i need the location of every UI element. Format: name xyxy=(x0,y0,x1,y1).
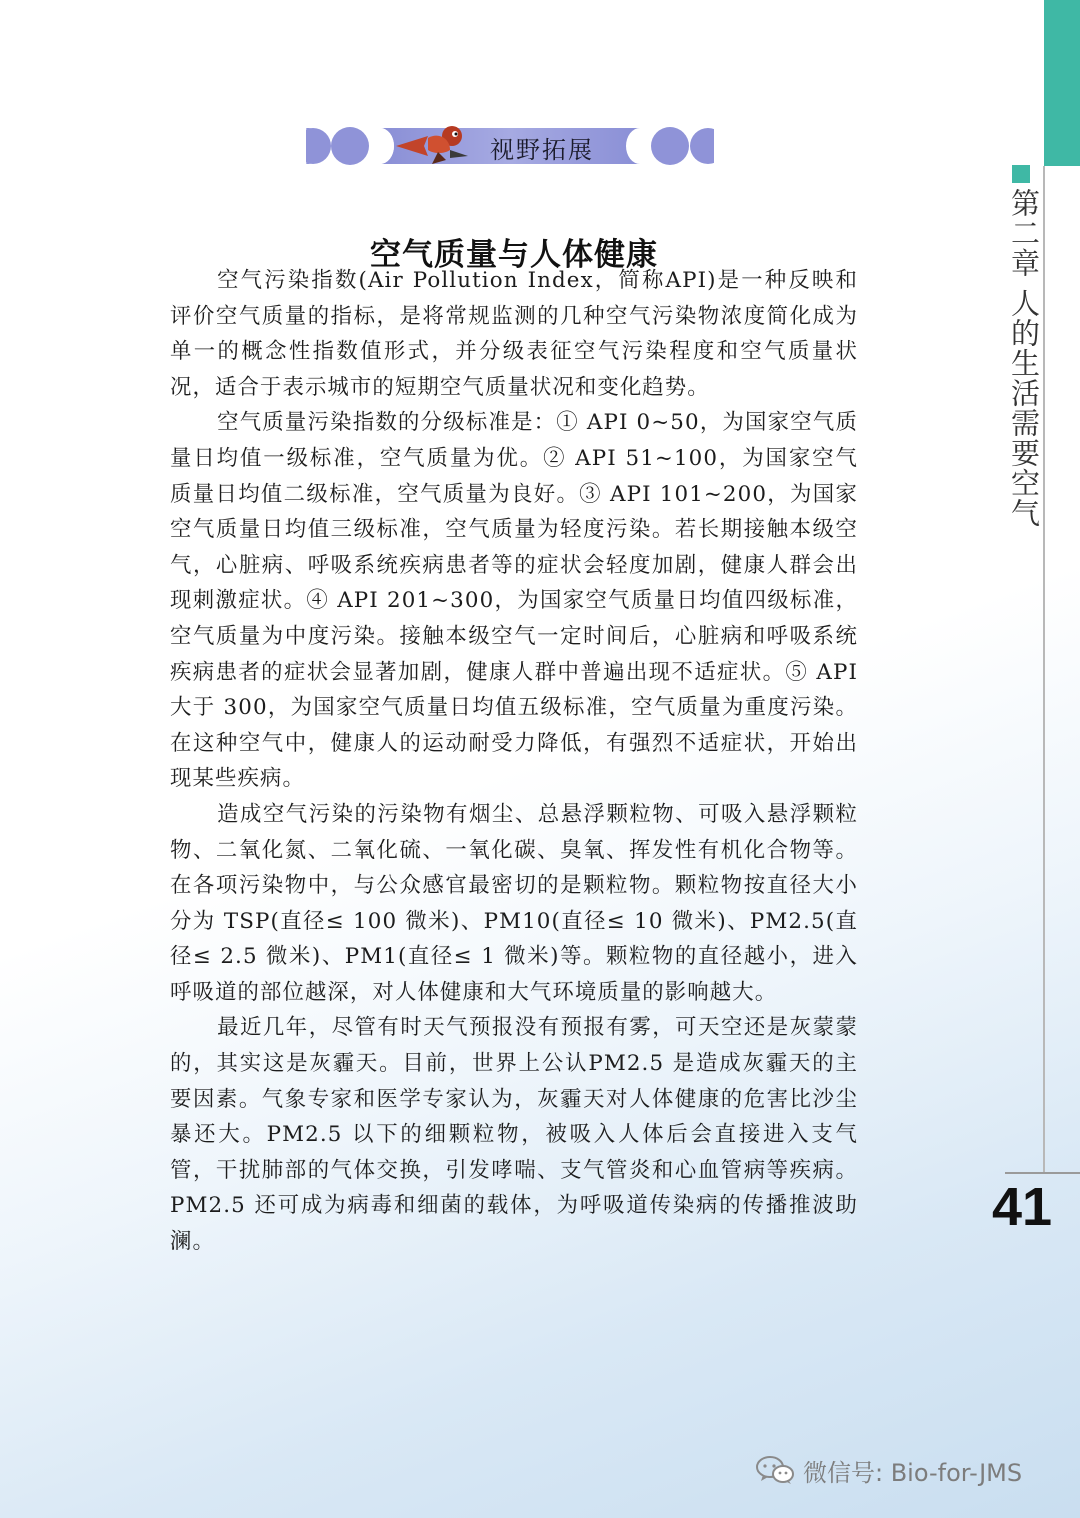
page-number: 41 xyxy=(992,1177,1053,1237)
watermark-text: 微信号: Bio-for-JMS xyxy=(803,1458,1023,1487)
paragraph-api-definition: 空气污染指数(Air Pollution Index，简称API)是一种反映和评价空气质量的指标，是将常规监测的几种空气污染物浓度简化成为单一的概念性指数值形式，并分级表征空气污染程度和空气质量状况，适合于表示城市的短期空气质量状况和变化趋势。 xyxy=(170,268,858,400)
section-banner xyxy=(300,120,720,170)
page-number-rule xyxy=(1005,1172,1080,1174)
paragraph-haze: 最近几年，尽管有时天气预报没有预报有雾，可天空还是灰蒙蒙的，其实这是灰霾天。目前，世界上公认PM2.5 是造成灰霾天的主要因素。气象专家和医学专家认为，灰霾天对人体健康的危害比沙尘暴还大。PM2.5 以下的细颗粒物，被吸入人体后会直接进入支气管，干扰肺部的气体交换，引发哮喘、支气管炎和心血管病等疾病。PM2.5 还可成为病毒和细菌的载体，为呼吸道传染病的传播推波助澜。 xyxy=(170,1015,858,1255)
chapter-tab-marker xyxy=(1044,0,1080,166)
chapter-title: 第二章 人的生活需要空气 xyxy=(1007,188,1041,529)
article-title: 空气质量与人体健康 xyxy=(370,236,658,273)
paragraph-api-grading: 空气质量污染指数的分级标准是：① API 0~50，为国家空气质量日均值一级标准，空气质量为优。② API 51~100，为国家空气质量日均值二级标准，空气质量为良好。③ API 101~200，为国家空气质量日均值三级标准，空气质量为轻度污染。若长期接触本级空气，心脏病、呼吸系统疾病患者等的症状会轻度加剧，健康人群会出现刺激症状。④ API 201~300，为国家空气质量日均值四级标准，空气质量为中度污染。接触本级空气一定时间后，心脏病和呼吸系统疾病患者的症状会显著加剧，健康人群中普遍出现不适症状。⑤ API 大于 300，为国家空气质量日均值五级标准，空气质量为重度污染。在这种空气中，健康人的运动耐受力降低，有强烈不适症状，开始出现某些疾病。 xyxy=(170,410,858,792)
watermark xyxy=(755,1450,1022,1490)
chapter-marker-square xyxy=(1012,165,1030,183)
paragraph-pollutants: 造成空气污染的污染物有烟尘、总悬浮颗粒物、可吸入悬浮颗粒物、二氧化氮、二氧化硫、一氧化碳、臭氧、挥发性有机化合物等。在各项污染物中，与公众感官最密切的是颗粒物。颗粒物按直径大小分为 TSP(直径≤ 100 微米)、PM10(直径≤ 10 微米)、PM2.5(直径≤ 2.5 微米)、PM1(直径≤ 1 微米)等。颗粒物的直径越小，进入呼吸道的部位越深，对人体健康和大气环境质量的影响越大。 xyxy=(170,801,858,1005)
article-body xyxy=(170,263,858,1260)
banner-label: 视野拓展 xyxy=(490,136,594,164)
wechat-icon xyxy=(755,1455,795,1485)
